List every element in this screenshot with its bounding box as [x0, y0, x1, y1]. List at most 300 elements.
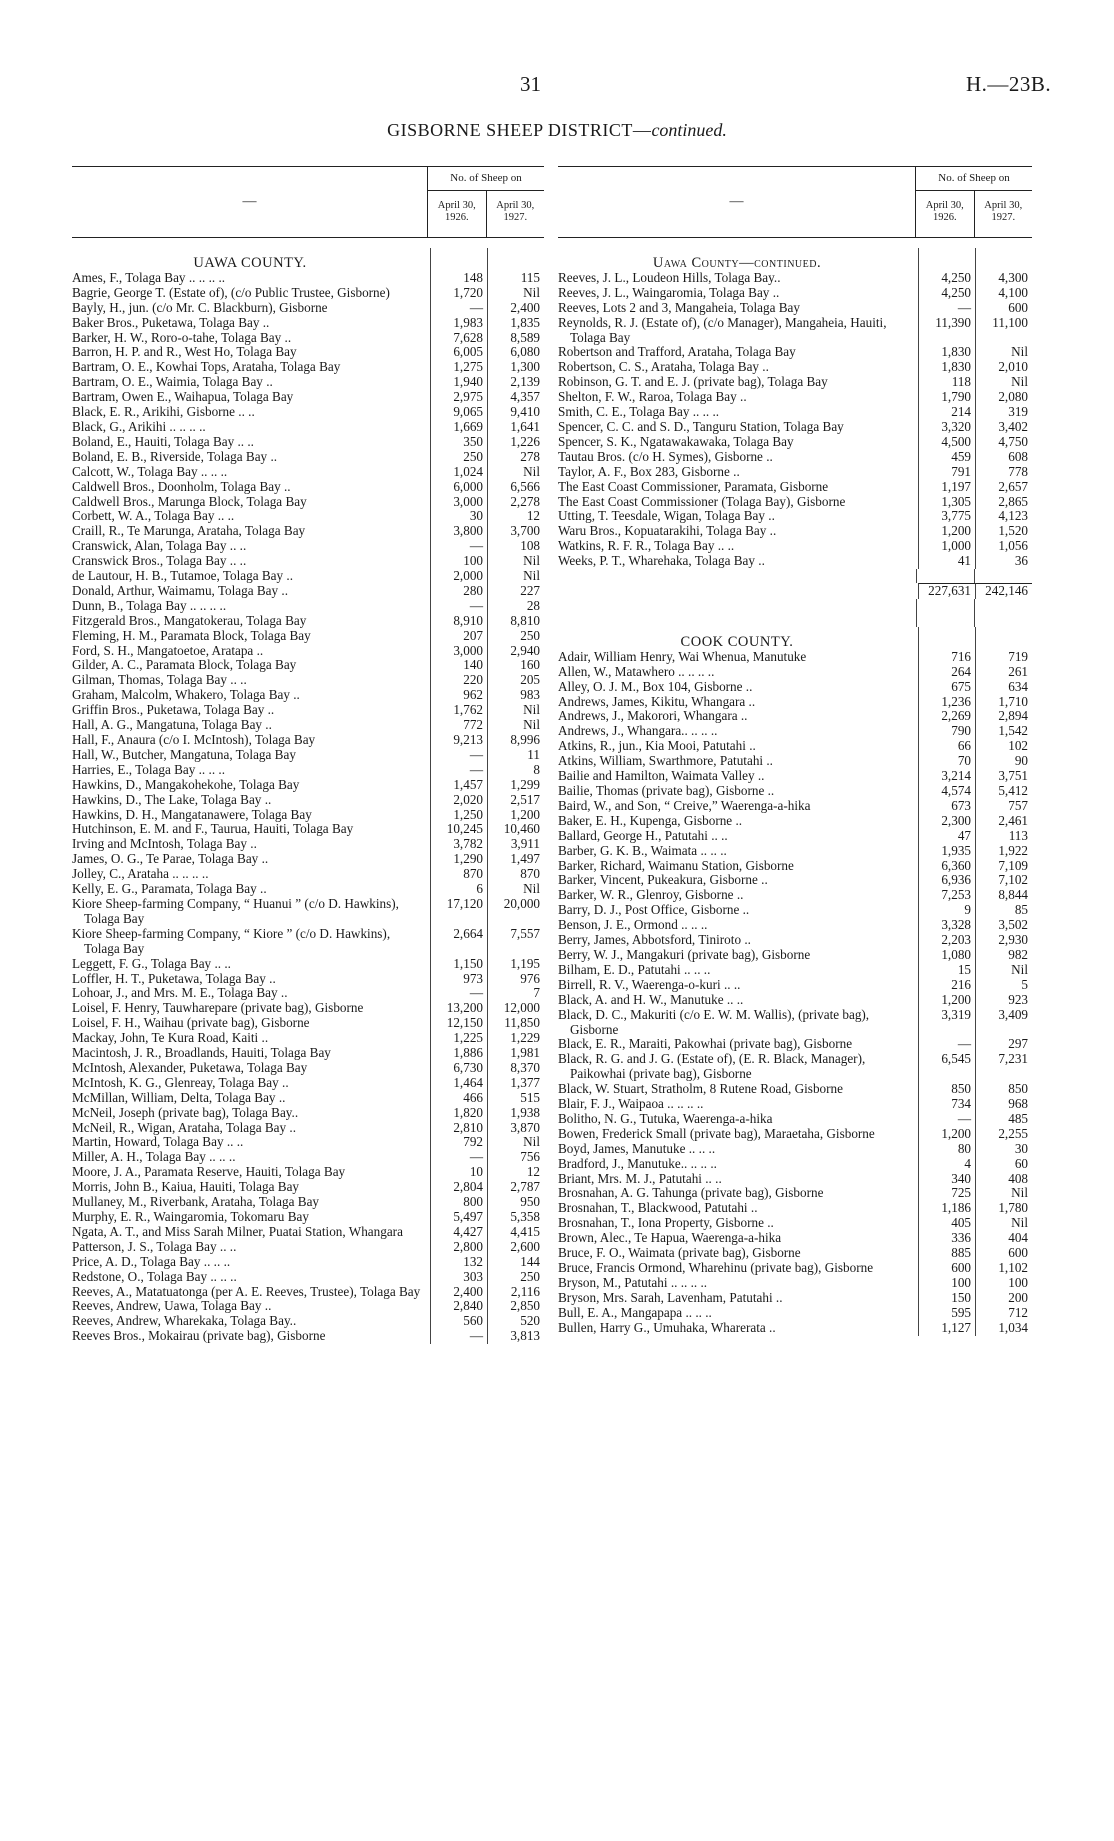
- year-1926: April 30, 1926.: [925, 200, 964, 223]
- table-row: [558, 1276, 1032, 1291]
- sheep-1927: 1,542: [975, 724, 1032, 739]
- sheep-1927: 36: [975, 554, 1032, 569]
- table-row: [558, 844, 1032, 859]
- sheep-1926: 340: [918, 1172, 975, 1187]
- sheep-1927: 1,300: [487, 360, 544, 375]
- owner-name: Bruce, Francis Ormond, Wharehinu (private bag), Gisborne: [558, 1260, 874, 1275]
- sheep-1926: 466: [430, 1091, 487, 1106]
- table-row: [72, 1091, 544, 1106]
- sheep-1926: 405: [918, 1216, 975, 1231]
- table-row: [72, 1165, 544, 1180]
- owner-name: Lohoar, J., and Mrs. M. E., Tolaga Bay ..: [72, 985, 288, 1001]
- owner-name: Taylor, A. F., Box 283, Gisborne ..: [558, 463, 740, 479]
- owner-name: Gilder, A. C., Paramata Block, Tolaga Bay: [72, 657, 297, 673]
- sheep-1926: 600: [918, 1261, 975, 1276]
- table-row: [72, 837, 544, 852]
- sheep-1926: 675: [918, 680, 975, 695]
- sheep-1926: 4,250: [918, 271, 975, 286]
- owner-name: Boland, E., Hauiti, Tolaga Bay .. ..: [72, 433, 254, 449]
- sheep-1927: Nil: [487, 703, 544, 718]
- sheep-1926: 9,213: [430, 733, 487, 748]
- sheep-1927: 108: [487, 539, 544, 554]
- owner-name: Spencer, S. K., Ngatawakawaka, Tolaga Bay: [558, 433, 794, 449]
- sheep-1926: 1,830: [918, 345, 975, 360]
- sheep-1926: 1,150: [430, 957, 487, 972]
- sheep-1927: 520: [487, 1314, 544, 1329]
- table-row: [558, 509, 1032, 524]
- sheep-1926: 3,328: [918, 918, 975, 933]
- table-row: [72, 599, 544, 614]
- table-row: [558, 360, 1032, 375]
- owner-name: Reynolds, R. J. (Estate of), (c/o Manager), Mangaheia, Hauiti, Tolaga Bay: [558, 314, 887, 345]
- sheep-1926: 716: [918, 650, 975, 665]
- sheep-1927: 982: [975, 948, 1032, 963]
- table-row: [558, 1127, 1032, 1142]
- sheep-1926: 9,065: [430, 405, 487, 420]
- table-row: [72, 450, 544, 465]
- table-row: [558, 1306, 1032, 1321]
- owner-name: Dunn, B., Tolaga Bay .. .. .. ..: [72, 597, 227, 613]
- owner-name: Martin, Howard, Tolaga Bay .. ..: [72, 1134, 244, 1150]
- table-row: [558, 390, 1032, 405]
- owner-name: Irving and McIntosh, Tolaga Bay ..: [72, 836, 257, 852]
- sheep-1927: 600: [975, 1246, 1032, 1261]
- sheep-1927: 778: [975, 465, 1032, 480]
- owner-name: Watkins, R. F. R., Tolaga Bay .. ..: [558, 538, 735, 554]
- county-heading-row: [558, 627, 1032, 650]
- owner-name: Ngata, A. T., and Miss Sarah Milner, Puatai Station, Whangara: [72, 1223, 403, 1239]
- header-dash: —: [242, 193, 257, 209]
- owner-name: Bruce, F. O., Waimata (private bag), Gisborne: [558, 1245, 801, 1261]
- sheep-1927: 2,278: [487, 495, 544, 510]
- sheep-1927: 1,102: [975, 1261, 1032, 1276]
- owner-name: Andrews, J., Whangara.. .. .. ..: [558, 723, 718, 739]
- table-row: [72, 1285, 544, 1300]
- owner-name: Kiore Sheep-farming Company, “ Huanui ” (c/o D. Hawkins), Tolaga Bay: [72, 895, 399, 926]
- owner-name: Fitzgerald Bros., Mangatokerau, Tolaga Bay: [72, 612, 307, 628]
- sheep-1927: 60: [975, 1157, 1032, 1172]
- table-row: [72, 435, 544, 450]
- table-row: [558, 420, 1032, 435]
- owner-name: Benson, J. E., Ormond .. .. ..: [558, 917, 708, 933]
- sheep-1927: Nil: [487, 882, 544, 897]
- sheep-1926: 2,203: [918, 933, 975, 948]
- sheep-1927: 1,981: [487, 1046, 544, 1061]
- sheep-1927: 608: [975, 450, 1032, 465]
- table-row: [72, 509, 544, 524]
- owner-name: Barron, H. P. and R., West Ho, Tolaga Bay: [72, 344, 297, 360]
- sheep-1926: 3,782: [430, 837, 487, 852]
- sheep-1926: 8,910: [430, 614, 487, 629]
- table-row: [72, 1329, 544, 1344]
- sheep-1926: 10,245: [430, 822, 487, 837]
- county-heading: UAWA COUNTY.: [193, 255, 307, 271]
- sheep-1927: 8,370: [487, 1061, 544, 1076]
- sheep-1926: 9: [918, 903, 975, 918]
- sheep-1926: 216: [918, 978, 975, 993]
- sheep-1927: 2,787: [487, 1180, 544, 1195]
- sheep-1927: 983: [487, 688, 544, 703]
- table-row: [72, 867, 544, 882]
- sheep-1926: 1,024: [430, 465, 487, 480]
- table-row: [558, 539, 1032, 554]
- owner-name: Barry, D. J., Post Office, Gisborne ..: [558, 902, 750, 918]
- sheep-1926: 2,020: [430, 793, 487, 808]
- sheep-1926: 15: [918, 963, 975, 978]
- owner-name: Moore, J. A., Paramata Reserve, Hauiti, Tolaga Bay: [72, 1164, 346, 1180]
- sheep-1927: Nil: [975, 375, 1032, 390]
- sheep-1927: 515: [487, 1091, 544, 1106]
- table-row: [558, 1172, 1032, 1187]
- owner-name: Harries, E., Tolaga Bay .. .. ..: [72, 761, 226, 777]
- sheep-1927: 7: [487, 986, 544, 1001]
- owner-name: Smith, C. E., Tolaga Bay .. .. ..: [558, 404, 720, 420]
- table-row: [72, 1031, 544, 1046]
- table-row: [558, 978, 1032, 993]
- sheep-1927: 100: [975, 1276, 1032, 1291]
- sheep-1926: 214: [918, 405, 975, 420]
- sheep-1927: 2,461: [975, 814, 1032, 829]
- sheep-1927: 200: [975, 1291, 1032, 1306]
- sheep-1927: 7,557: [487, 927, 544, 957]
- sheep-1926: 6,000: [430, 480, 487, 495]
- sheep-1927: 113: [975, 829, 1032, 844]
- sheep-1926: 1,200: [918, 524, 975, 539]
- table-row: [558, 554, 1032, 569]
- title-continued: continued.: [651, 120, 727, 140]
- table-row: [72, 703, 544, 718]
- sheep-1927: 3,502: [975, 918, 1032, 933]
- sheep-1927: 20,000: [487, 897, 544, 927]
- sheep-1927: 4,750: [975, 435, 1032, 450]
- sheep-label: No. of Sheep on: [428, 167, 544, 191]
- sheep-1926: 280: [430, 584, 487, 599]
- sheep-1926: 1,250: [430, 808, 487, 823]
- table-row: [558, 1097, 1032, 1112]
- owner-name: Barker, Vincent, Pukeakura, Gisborne ..: [558, 872, 768, 888]
- table-row: [558, 993, 1032, 1008]
- sheep-1926: 1,200: [918, 993, 975, 1008]
- table-row: [72, 658, 544, 673]
- sheep-1927: 1,835: [487, 316, 544, 331]
- owner-name: Bryson, Mrs. Sarah, Lavenham, Patutahi ..: [558, 1289, 783, 1305]
- table-row: [72, 882, 544, 897]
- table-row: [72, 539, 544, 554]
- owner-name: Bowen, Frederick Small (private bag), Maraetaha, Gisborne: [558, 1125, 875, 1141]
- owner-name: Brown, Alec., Te Hapua, Waerenga-a-hika: [558, 1230, 782, 1246]
- owner-name: Spencer, C. C. and S. D., Tanguru Station, Tolaga Bay: [558, 418, 844, 434]
- sheep-1926: [918, 627, 975, 650]
- table-row: [558, 1082, 1032, 1097]
- owner-name: Berry, W. J., Mangakuri (private bag), Gisborne: [558, 946, 811, 962]
- sheep-1927: 5: [975, 978, 1032, 993]
- sheep-1926: 12,150: [430, 1016, 487, 1031]
- sheep-1926: 30: [430, 509, 487, 524]
- sheep-1927: 3,751: [975, 769, 1032, 784]
- owner-name: Kiore Sheep-farming Company, “ Kiore ” (c/o D. Hawkins), Tolaga Bay: [72, 925, 391, 956]
- sheep-1926: 1,305: [918, 495, 975, 510]
- owner-name: The East Coast Commissioner (Tolaga Bay), Gisborne: [558, 493, 846, 509]
- table-row: [72, 316, 544, 331]
- owner-name: Hall, A. G., Mangatuna, Tolaga Bay ..: [72, 717, 272, 733]
- sheep-1926: 673: [918, 799, 975, 814]
- owner-name: Mackay, John, Te Kura Road, Kaiti ..: [72, 1030, 269, 1046]
- header-dash: —: [729, 193, 744, 209]
- owner-name: Calcott, W., Tolaga Bay .. .. ..: [72, 463, 228, 479]
- sheep-1926: —: [430, 986, 487, 1001]
- owner-name: Brosnahan, A. G. Tahunga (private bag), Gisborne: [558, 1185, 824, 1201]
- table-row: [558, 1037, 1032, 1052]
- table-row: [72, 1135, 544, 1150]
- sheep-1926: —: [430, 1329, 487, 1344]
- owner-name: Bilham, E. D., Patutahi .. .. ..: [558, 961, 711, 977]
- owner-name: Ballard, George H., Patutahi .. ..: [558, 827, 728, 843]
- sheep-1926: 1,464: [430, 1076, 487, 1091]
- sheep-1926: 1,720: [430, 286, 487, 301]
- table-row: [558, 1321, 1032, 1336]
- sheep-1927: 4,415: [487, 1225, 544, 1240]
- owner-name: Patterson, J. S., Tolaga Bay .. ..: [72, 1238, 237, 1254]
- owner-name: Black, A. and H. W., Manutuke .. ..: [558, 991, 744, 1007]
- owner-name: Utting, T. Teesdale, Wigan, Tolaga Bay ..: [558, 508, 775, 524]
- sheep-1926: —: [918, 1112, 975, 1127]
- table-row: [558, 709, 1032, 724]
- sheep-1926: 7,628: [430, 331, 487, 346]
- table-row: [558, 888, 1032, 903]
- sheep-1926: 250: [430, 450, 487, 465]
- sheep-1927: 870: [487, 867, 544, 882]
- sheep-1926: 1,197: [918, 480, 975, 495]
- sheep-1927: 1,938: [487, 1106, 544, 1121]
- table-row: [558, 695, 1032, 710]
- sheep-columns: [427, 167, 544, 237]
- owner-name: Reeves, Andrew, Uawa, Tolaga Bay ..: [72, 1298, 272, 1314]
- table-row: [72, 778, 544, 793]
- sheep-1927: Nil: [975, 345, 1032, 360]
- table-row: [558, 1186, 1032, 1201]
- sheep-1927: 4,300: [975, 271, 1032, 286]
- table-row: [72, 584, 544, 599]
- table-row: [558, 1052, 1032, 1082]
- table-row: [558, 405, 1032, 420]
- sheep-1927: 719: [975, 650, 1032, 665]
- sheep-1927: 205: [487, 673, 544, 688]
- sheep-1927: 6,566: [487, 480, 544, 495]
- table-row: [558, 1231, 1032, 1246]
- table-row: [558, 903, 1032, 918]
- sheep-1926: 725: [918, 1186, 975, 1201]
- owner-name: Black, D. C., Makuriti (c/o E. W. M. Wallis), (private bag), Gisborne: [558, 1006, 870, 1037]
- sheep-1927: 11,850: [487, 1016, 544, 1031]
- sheep-1927: 2,400: [487, 301, 544, 316]
- sheep-1926: 870: [430, 867, 487, 882]
- page-title: [0, 120, 1114, 141]
- owner-name: Briant, Mrs. M. J., Patutahi .. ..: [558, 1170, 722, 1186]
- table-row: [72, 390, 544, 405]
- owner-name: Graham, Malcolm, Whakero, Tolaga Bay ..: [72, 687, 300, 703]
- owner-name: Atkins, R., jun., Kia Mooi, Patutahi ..: [558, 738, 756, 754]
- table-row: [72, 1106, 544, 1121]
- table-row: [72, 1210, 544, 1225]
- sheep-1927: 1,377: [487, 1076, 544, 1091]
- table-row: [72, 554, 544, 569]
- sheep-1927: 5,358: [487, 1210, 544, 1225]
- sheep-1926: 1,200: [918, 1127, 975, 1142]
- owner-name: Boland, E. B., Riverside, Tolaga Bay ..: [72, 448, 278, 464]
- owner-name: Hall, F., Anaura (c/o I. McIntosh), Tolaga Bay: [72, 732, 316, 747]
- sheep-1926: 2,400: [430, 1285, 487, 1300]
- owner-name: Hawkins, D., Mangakohekohe, Tolaga Bay: [72, 776, 300, 792]
- sheep-1926: 1,790: [918, 390, 975, 405]
- table-row: [72, 1061, 544, 1076]
- sheep-1927: 2,255: [975, 1127, 1032, 1142]
- sheep-1926: 1,983: [430, 316, 487, 331]
- sheep-1927: 2,080: [975, 390, 1032, 405]
- owner-name: Robinson, G. T. and E. J. (private bag), Tolaga Bay: [558, 374, 828, 390]
- county-heading: Uawa County—continued.: [652, 255, 822, 271]
- table-row: [558, 829, 1032, 844]
- table-row: [558, 286, 1032, 301]
- owner-name: Donald, Arthur, Waimamu, Tolaga Bay ..: [72, 582, 289, 598]
- sheep-1926: 595: [918, 1306, 975, 1321]
- sheep-1927: 227: [487, 584, 544, 599]
- sheep-1926: 336: [918, 1231, 975, 1246]
- sheep-1927: Nil: [487, 569, 544, 584]
- owner-name: Brosnahan, T., Iona Property, Gisborne ..: [558, 1215, 774, 1231]
- sheep-1927: 976: [487, 972, 544, 987]
- sheep-1927: 1,710: [975, 695, 1032, 710]
- sheep-1927: 3,911: [487, 837, 544, 852]
- owner-name: Bartram, O. E., Waimia, Tolaga Bay ..: [72, 374, 273, 390]
- sheep-1926: 6,005: [430, 345, 487, 360]
- table-row: [72, 957, 544, 972]
- owner-name: Barker, Richard, Waimanu Station, Gisborne: [558, 857, 794, 873]
- table-row: [558, 345, 1032, 360]
- owner-name: Barber, G. K. B., Waimata .. .. ..: [558, 842, 727, 858]
- sheep-1926: 734: [918, 1097, 975, 1112]
- sheep-1927: 90: [975, 754, 1032, 769]
- owner-name: Jolley, C., Arataha .. .. .. ..: [72, 866, 209, 882]
- sheep-1927: 2,600: [487, 1240, 544, 1255]
- table-row: [72, 897, 544, 927]
- table-row: [72, 852, 544, 867]
- sheep-1926: 1,830: [918, 360, 975, 375]
- sheep-1927: 160: [487, 658, 544, 673]
- owner-name: Cranswick, Alan, Tolaga Bay .. ..: [72, 538, 247, 554]
- sheep-1927: 11: [487, 748, 544, 763]
- owner-name: Andrews, J., Makorori, Whangara ..: [558, 708, 748, 724]
- owner-name: Reeves Bros., Mokairau (private bag), Gisborne: [72, 1328, 326, 1344]
- owner-name: Bolitho, N. G., Tutuka, Waerenga-a-hika: [558, 1110, 773, 1126]
- owner-name: Reeves, Lots 2 and 3, Mangaheia, Tolaga Bay: [558, 299, 801, 315]
- page-number: 31: [520, 72, 541, 96]
- table-row: [72, 524, 544, 539]
- sheep-1926: 792: [430, 1135, 487, 1150]
- owner-name: Bullen, Harry G., Umuhaka, Wharerata ..: [558, 1319, 776, 1335]
- sheep-1927: 404: [975, 1231, 1032, 1246]
- sheep-1927: 950: [487, 1195, 544, 1210]
- sheep-1927: 3,700: [487, 524, 544, 539]
- table-row: [72, 1299, 544, 1314]
- sheep-1926: 100: [430, 554, 487, 569]
- table-row: [558, 933, 1032, 948]
- table-row: [558, 650, 1032, 665]
- table-row: [558, 1008, 1032, 1038]
- sheep-1926: 1,940: [430, 375, 487, 390]
- sheep-1927: 297: [975, 1037, 1032, 1052]
- sheep-1926: 4: [918, 1157, 975, 1172]
- table-row: [558, 1157, 1032, 1172]
- table-row: [72, 748, 544, 763]
- sheep-label: No. of Sheep on: [916, 167, 1032, 191]
- owner-name: Berry, James, Abbotsford, Tiniroto ..: [558, 932, 751, 948]
- sheep-1926: 70: [918, 754, 975, 769]
- sheep-1927: 2,940: [487, 644, 544, 659]
- owner-name: Hawkins, D., The Lake, Tolaga Bay ..: [72, 791, 272, 807]
- sheep-1927: 7,109: [975, 859, 1032, 874]
- sheep-1926: —: [430, 599, 487, 614]
- owner-name: Barker, H. W., Roro-o-tahe, Tolaga Bay ..: [72, 329, 292, 345]
- sheep-1927: 923: [975, 993, 1032, 1008]
- sheep-1927: 757: [975, 799, 1032, 814]
- sheep-1927: 1,195: [487, 957, 544, 972]
- sheep-1926: 11,390: [918, 316, 975, 346]
- sheep-1927: 3,813: [487, 1329, 544, 1344]
- table-row: [558, 435, 1032, 450]
- owner-name: Bailie, Thomas (private bag), Gisborne ..: [558, 783, 775, 798]
- sheep-1927: 12,000: [487, 1001, 544, 1016]
- sheep-1927: 115: [487, 271, 544, 286]
- sheep-1927: 1,229: [487, 1031, 544, 1046]
- sheep-1927: 2,116: [487, 1285, 544, 1300]
- sheep-1926: 47: [918, 829, 975, 844]
- sheep-1926: 1,275: [430, 360, 487, 375]
- owner-name: Black, R. G. and J. G. (Estate of), (E. R. Black, Manager), Paikowhai (private bag), Gisborne: [558, 1051, 866, 1082]
- sheep-1926: 790: [918, 724, 975, 739]
- table-row: [72, 480, 544, 495]
- table-row: [558, 680, 1032, 695]
- owner-name: McIntosh, K. G., Glenreay, Tolaga Bay ..: [72, 1074, 289, 1090]
- sheep-1926: 6,545: [918, 1052, 975, 1082]
- sheep-1926: 3,000: [430, 644, 487, 659]
- sheep-1926: 1,080: [918, 948, 975, 963]
- table-row: [72, 345, 544, 360]
- sheep-1926: 350: [430, 435, 487, 450]
- table-row: [72, 286, 544, 301]
- sheep-1927: 1,299: [487, 778, 544, 793]
- table-row: [558, 1216, 1032, 1231]
- table-row: [72, 271, 544, 286]
- owner-name: Craill, R., Te Marunga, Arataha, Tolaga Bay: [72, 523, 306, 539]
- sheep-1926: 207: [430, 629, 487, 644]
- owner-name: Redstone, O., Tolaga Bay .. .. ..: [72, 1268, 237, 1284]
- sheep-1927: 600: [975, 301, 1032, 316]
- sheep-1926: 7,253: [918, 888, 975, 903]
- sheep-1927: 1,226: [487, 435, 544, 450]
- left-table-body: [72, 238, 544, 1344]
- sheep-1927: Nil: [487, 718, 544, 733]
- owner-name: Loisel, F. Henry, Tauwharepare (private bag), Gisborne: [72, 1000, 364, 1016]
- table-header: [72, 166, 544, 238]
- sheep-1927: Nil: [975, 1216, 1032, 1231]
- owner-name: Baker, E. H., Kupenga, Gisborne ..: [558, 812, 743, 828]
- owner-name: Alley, O. J. M., Box 104, Gisborne ..: [558, 678, 753, 694]
- sheep-1926: 2,840: [430, 1299, 487, 1314]
- sheep-1926: 80: [918, 1142, 975, 1157]
- table-row: [72, 1001, 544, 1016]
- owner-name: Adair, William Henry, Wai Whenua, Manutuke: [558, 648, 807, 664]
- sheep-1926: —: [430, 1150, 487, 1165]
